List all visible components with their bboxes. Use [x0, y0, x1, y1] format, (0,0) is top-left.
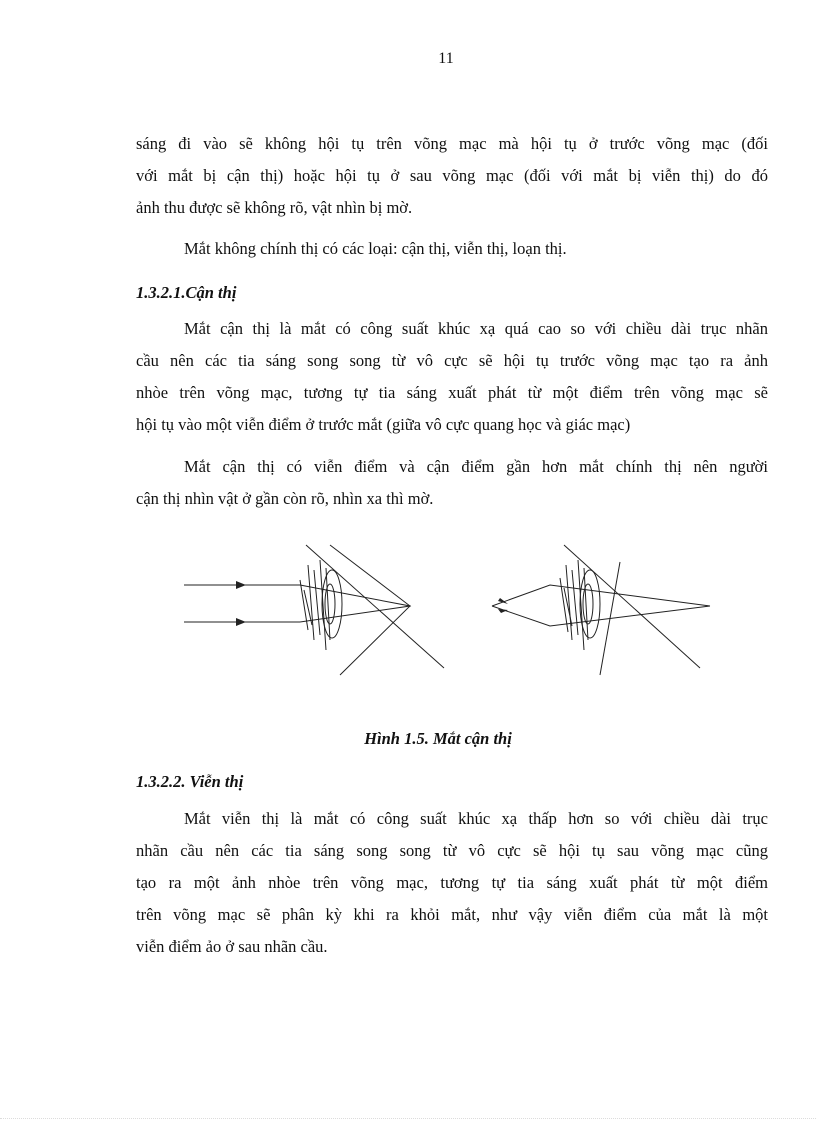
arrowhead-right [236, 581, 246, 589]
text-line: nhòe trên võng mạc, tương tự tia sáng xuất phát từ một điểm trên võng mạc sẽ [136, 383, 768, 402]
retina-line [306, 545, 444, 668]
page-number: 11 [438, 50, 454, 67]
paragraph-intro [136, 128, 768, 224]
text-line: sáng đi vào sẽ không hội tụ trên võng mạc mà hội tụ ở trước võng mạc (đối [136, 134, 768, 153]
text-line: nhãn cầu nên các tia sáng song song từ vô cực sẽ hội tụ sau võng mạc cũng [136, 841, 768, 860]
text-line: viễn điểm ảo ở sau nhãn cầu. [136, 937, 328, 956]
right-eye-diagram [492, 545, 710, 675]
text-line: Mắt cận thị có viễn điểm và cận điểm gần hơn mắt chính thị nên người [184, 457, 768, 476]
figure-caption: Hình 1.5. Mắt cận thị [364, 729, 512, 748]
paragraph-can-thi-2 [136, 451, 768, 515]
left-eye-diagram [184, 545, 444, 675]
paragraph-vien-thi [136, 803, 768, 963]
text-line: tạo ra một ảnh nhòe trên võng mạc, tương tự tia sáng xuất phát từ một điểm [136, 873, 768, 892]
retina-cross-line [600, 562, 620, 675]
myopia-figure [180, 540, 720, 680]
text-line: với mắt bị cận thị) hoặc hội tụ ở sau võng mạc (đối với mắt bị viễn thị) do đó [136, 166, 768, 185]
paragraph-types [136, 233, 768, 265]
heading-vien-thi: 1.3.2.2. Viễn thị [136, 772, 244, 791]
cornea-lines [308, 560, 330, 650]
cornea-lines [566, 560, 588, 650]
paragraph-can-thi [136, 313, 768, 441]
heading-can-thi: 1.3.2.1.Cận thị [136, 283, 237, 302]
text-line: ảnh thu được sẽ không rõ, vật nhìn bị mờ. [136, 198, 413, 217]
diverging-ray-top [492, 585, 710, 606]
text-line: cầu nên các tia sáng song song từ vô cực sẽ hội tụ trước võng mạc tạo ra ảnh [136, 351, 768, 370]
arrowhead-right [236, 618, 246, 626]
text-line: trên võng mạc sẽ phân kỳ khi ra khỏi mắt, như vậy viễn điểm của mắt là một [136, 905, 768, 924]
text-line: cận thị nhìn vật ở gần còn rõ, nhìn xa thì mờ. [136, 489, 434, 508]
diverging-ray-bottom [492, 606, 710, 626]
refracted-ray-bottom [300, 545, 410, 622]
text-line: hội tụ vào một viễn điểm ở trước mắt (giữa vô cực quang học và giác mạc) [136, 415, 631, 434]
text-line: Mắt cận thị là mắt có công suất khúc xạ quá cao so với chiều dài trục nhãn [184, 319, 768, 338]
page-bottom-edge [0, 1118, 816, 1119]
text-line: Mắt viễn thị là mắt có công suất khúc xạ thấp hơn so với chiều dài trục [184, 809, 768, 828]
text-line: Mắt không chính thị có các loại: cận thị, viễn thị, loạn thị. [184, 239, 567, 258]
